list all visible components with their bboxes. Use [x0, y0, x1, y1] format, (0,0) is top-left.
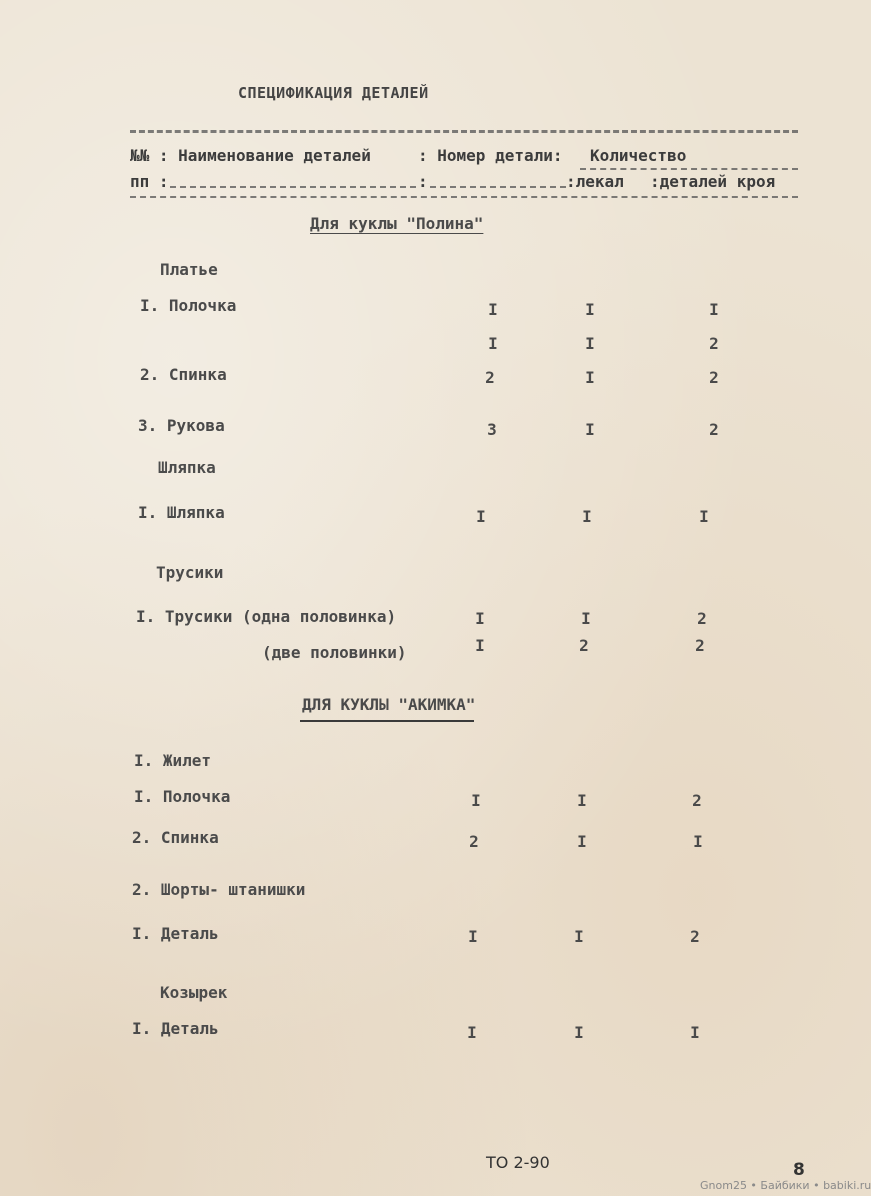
- cell-part-number: I: [471, 791, 481, 810]
- header-row2-rule-b: [430, 186, 566, 188]
- cell-cut-parts: 2: [692, 791, 702, 810]
- group-visor: Козырек: [160, 983, 228, 1002]
- header-mid-rule: [580, 168, 798, 170]
- row-label: 2. Спинка: [140, 365, 227, 384]
- section-akimka-underline: [300, 720, 474, 722]
- row-label: 2. Спинка: [132, 828, 219, 847]
- cell-cut-parts: 2: [709, 368, 719, 387]
- header-col-pp: пп :: [130, 172, 169, 191]
- header-col2-sep: :: [418, 172, 428, 191]
- cell-cut-parts: 2: [697, 609, 707, 628]
- cell-part-number: I: [488, 334, 498, 353]
- cell-cut-parts: I: [690, 1023, 700, 1042]
- cell-cut-parts: 2: [695, 636, 705, 655]
- row-label: I. Трусики (одна половинка): [136, 607, 397, 626]
- cell-cut-parts: 2: [709, 334, 719, 353]
- header-col-cut-parts: :деталей кроя: [650, 172, 776, 191]
- header-col-part-number: : Номер детали:: [418, 146, 563, 165]
- cell-patterns: I: [585, 334, 595, 353]
- cell-patterns: I: [585, 368, 595, 387]
- cell-part-number: 2: [469, 832, 479, 851]
- cell-patterns: I: [581, 609, 591, 628]
- cell-part-number: I: [467, 1023, 477, 1042]
- cell-patterns: I: [577, 791, 587, 810]
- header-col-name: №№ : Наименование деталей: [130, 146, 371, 165]
- group-vest: I. Жилет: [134, 751, 212, 770]
- cell-part-number: 3: [487, 420, 497, 439]
- cell-patterns: I: [577, 832, 587, 851]
- document-title: СПЕЦИФИКАЦИЯ ДЕТАЛЕЙ: [238, 84, 429, 102]
- header-row2-rule-a: [170, 186, 416, 188]
- group-shorts: 2. Шорты- штанишки: [132, 880, 306, 899]
- row-label: I. Деталь: [132, 1019, 219, 1038]
- cell-cut-parts: I: [709, 300, 719, 319]
- watermark: Gnom25 • Байбики • babiki.ru: [700, 1179, 871, 1192]
- header-col-patterns: :лекал: [566, 172, 624, 191]
- cell-cut-parts: 2: [709, 420, 719, 439]
- cell-part-number: I: [475, 636, 485, 655]
- row-label: 3. Рукова: [138, 416, 225, 435]
- cell-cut-parts: 2: [690, 927, 700, 946]
- cell-cut-parts: I: [693, 832, 703, 851]
- cell-patterns: 2: [579, 636, 589, 655]
- row-label: (две половинки): [262, 643, 407, 662]
- cell-patterns: I: [582, 507, 592, 526]
- row-label: I. Деталь: [132, 924, 219, 943]
- row-label: I. Полочка: [140, 296, 237, 315]
- cell-part-number: I: [468, 927, 478, 946]
- cell-patterns: I: [574, 1023, 584, 1042]
- group-hat: Шляпка: [158, 458, 216, 477]
- header-col-quantity: Количество: [590, 146, 687, 165]
- group-panties: Трусики: [156, 563, 224, 582]
- page-number: 8: [793, 1160, 805, 1180]
- header-bottom-rule: [130, 196, 798, 198]
- cell-part-number: I: [476, 507, 486, 526]
- section-polina-heading: Для куклы "Полина": [310, 214, 484, 233]
- cell-patterns: I: [574, 927, 584, 946]
- document-code: ТО 2-90: [486, 1153, 550, 1172]
- cell-part-number: I: [475, 609, 485, 628]
- row-label: I. Полочка: [134, 787, 231, 806]
- row-label: I. Шляпка: [138, 503, 225, 522]
- cell-patterns: I: [585, 420, 595, 439]
- cell-part-number: 2: [485, 368, 495, 387]
- cell-patterns: I: [585, 300, 595, 319]
- group-dress: Платье: [160, 260, 218, 279]
- cell-part-number: I: [488, 300, 498, 319]
- cell-cut-parts: I: [699, 507, 709, 526]
- header-top-rule: [130, 130, 798, 133]
- section-akimka-heading: ДЛЯ КУКЛЫ "АКИМКА": [302, 695, 476, 714]
